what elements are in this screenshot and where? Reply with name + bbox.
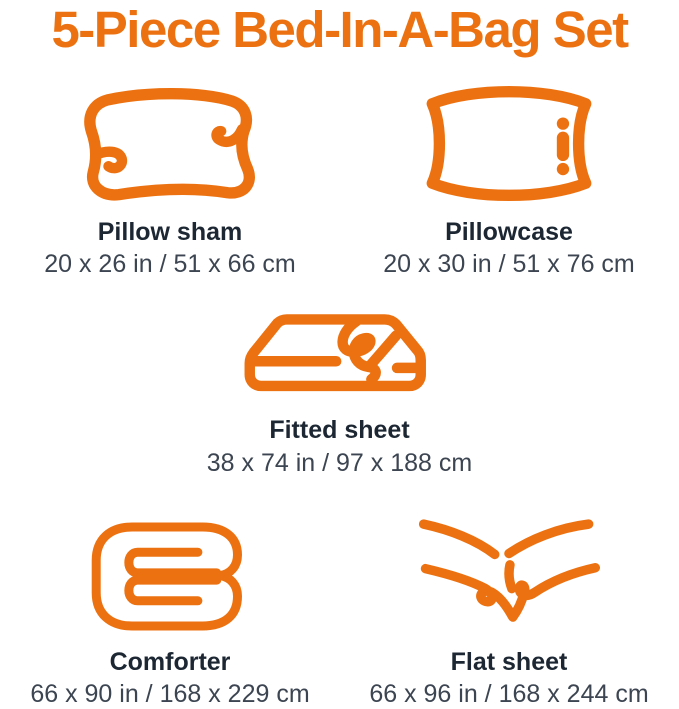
- item-fitted-sheet: [207, 309, 472, 478]
- item-dimensions: 66 x 90 in / 168 x 229 cm: [30, 680, 310, 709]
- item-dimensions: 38 x 74 in / 97 x 188 cm: [206, 448, 473, 477]
- item-dimensions: 66 x 96 in / 168 x 244 cm: [369, 680, 649, 709]
- row-fitted-sheet: [0, 309, 679, 478]
- item-dimensions: 20 x 30 in / 51 x 76 cm: [383, 250, 635, 279]
- item-flat-sheet: [369, 508, 648, 709]
- item-name: Pillow sham: [97, 217, 243, 246]
- item-name: Flat sheet: [450, 647, 568, 676]
- item-name: Pillowcase: [445, 217, 573, 246]
- row-pillows: [0, 81, 679, 280]
- row-comforter-flat: [0, 508, 679, 709]
- pillowcase-icon: [414, 81, 604, 206]
- fitted-sheet-icon: [245, 309, 435, 404]
- pillow-sham-icon: [75, 81, 265, 206]
- item-name: Fitted sheet: [269, 416, 410, 445]
- page-title: 5-Piece Bed-In-A-Bag Set: [51, 1, 628, 58]
- item-comforter: [30, 508, 309, 709]
- item-dimensions: 20 x 26 in / 51 x 66 cm: [44, 250, 296, 279]
- comforter-icon: [80, 508, 260, 636]
- item-pillowcase: [383, 81, 635, 280]
- flat-sheet-icon: [414, 508, 604, 636]
- item-pillow-sham: [44, 81, 296, 280]
- item-name: Comforter: [109, 647, 231, 676]
